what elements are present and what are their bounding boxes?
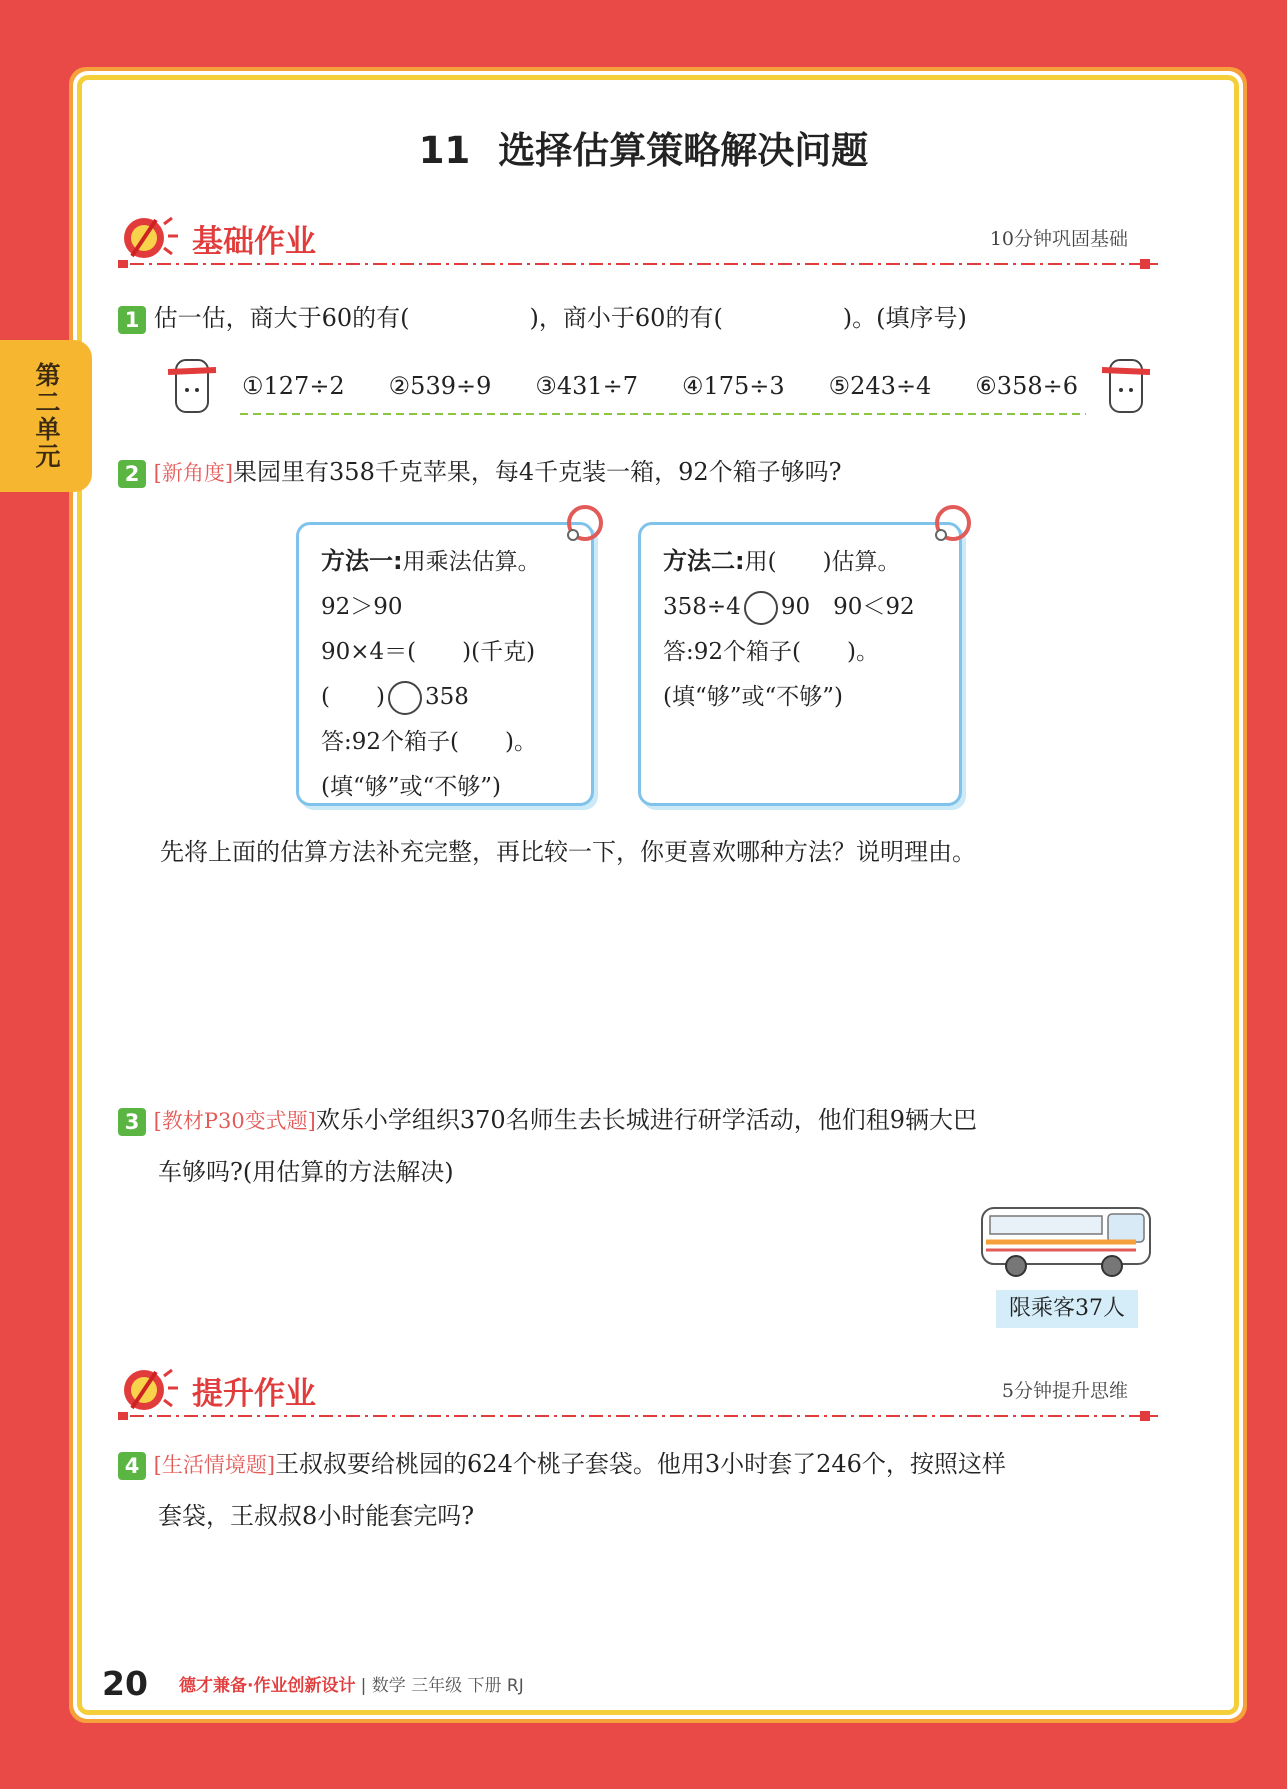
question-text: 估一估，商大于60的有( )，商小于60的有( )。(填序号): [153, 304, 967, 332]
q1-options: [160, 350, 1150, 422]
section-header-basic: [118, 210, 1158, 270]
option-item: ②539÷9: [388, 372, 492, 400]
method-line: 答:92个箱子( )。: [321, 729, 537, 755]
bus-icon: [976, 1198, 1162, 1282]
question-text: 王叔叔要给桃园的624个桃子套袋。他用3小时套了246个，按照这样: [275, 1450, 1006, 1478]
question-number: 1: [118, 306, 146, 334]
ring-icon: [563, 501, 607, 545]
question-tag: [生活情境题]: [153, 1453, 276, 1477]
method-title: 方法一:: [321, 547, 403, 575]
page-number: 20: [102, 1664, 148, 1703]
method-two-card: 方法二:用( )估算。 358÷4 90 90＜92 答:92个箱子( )。 (填“够”或“不够”): [638, 522, 962, 806]
option-item: ⑤243÷4: [828, 372, 932, 400]
question-tag: [新角度]: [153, 461, 234, 485]
option-item: ①127÷2: [242, 372, 345, 400]
question-number: 2: [118, 460, 146, 488]
option-item: ④175÷3: [681, 372, 785, 400]
method-line: 90×4＝( )(千克): [321, 639, 536, 665]
ring-icon: [931, 501, 975, 545]
q2-followup: 先将上面的估算方法补充完整，再比较一下，你更喜欢哪种方法？说明理由。: [160, 838, 976, 866]
method-line: 92＞90: [321, 594, 403, 620]
section-header-advanced: [118, 1362, 1158, 1422]
dashed-line: [240, 412, 1086, 416]
compare-circle[interactable]: [744, 591, 778, 625]
question-4-continued: 套袋，王叔叔8小时能套完吗?: [158, 1502, 475, 1530]
series-name: 德才兼备·作业创新设计: [179, 1676, 356, 1696]
page-title: [0, 120, 1287, 174]
question-number: 4: [118, 1452, 146, 1480]
method-line: ( ) 358: [321, 675, 591, 720]
scroll-mascot-icon: [1094, 350, 1158, 420]
option-item: ③431÷7: [535, 372, 639, 400]
question-3: [118, 1100, 977, 1136]
method-line: (填“够”或“不够”): [321, 774, 501, 800]
bus-capacity-label: 限乘客37人: [996, 1290, 1138, 1328]
lesson-title: 选择估算策略解决问题: [498, 129, 869, 172]
question-number: 3: [118, 1108, 146, 1136]
section-note: 5分钟提升思维: [1001, 1380, 1128, 1402]
section-note: 10分钟巩固基础: [989, 228, 1128, 250]
method-title: 方法二:: [663, 547, 745, 575]
lesson-number: 11: [418, 129, 471, 172]
section-divider: [118, 258, 1158, 270]
question-1: [118, 298, 967, 334]
page-footer: [102, 1664, 524, 1703]
question-text: 果园里有358千克苹果，每4千克装一箱，92个箱子够吗?: [233, 458, 842, 486]
method-line: 答:92个箱子( )。: [663, 639, 879, 665]
method-one-card: 方法一:用乘法估算。 92＞90 90×4＝( )(千克) ( ) 358 答:92个箱子( )。 (填“够”或“不够”): [296, 522, 594, 806]
question-2: [118, 452, 842, 488]
question-tag: [教材P30变式题]: [153, 1109, 316, 1133]
book-info: | 数学 三年级 下册 RJ: [360, 1676, 524, 1696]
section-title: 基础作业: [192, 224, 316, 260]
question-3-continued: 车够吗?(用估算的方法解决): [158, 1158, 454, 1186]
method-line: (填“够”或“不够”): [663, 684, 843, 710]
option-item: ⑥358÷6: [975, 372, 1078, 400]
scroll-mascot-icon: [160, 350, 224, 420]
section-title: 提升作业: [192, 1376, 316, 1412]
method-line: 358÷4 90 90＜92: [663, 585, 959, 630]
section-divider: [118, 1410, 1158, 1422]
question-4: [118, 1444, 1006, 1480]
question-text: 欢乐小学组织370名师生去长城进行研学活动，他们租9辆大巴: [315, 1106, 977, 1134]
unit-tab: 第二单元: [0, 340, 92, 492]
compare-circle[interactable]: [388, 681, 422, 715]
